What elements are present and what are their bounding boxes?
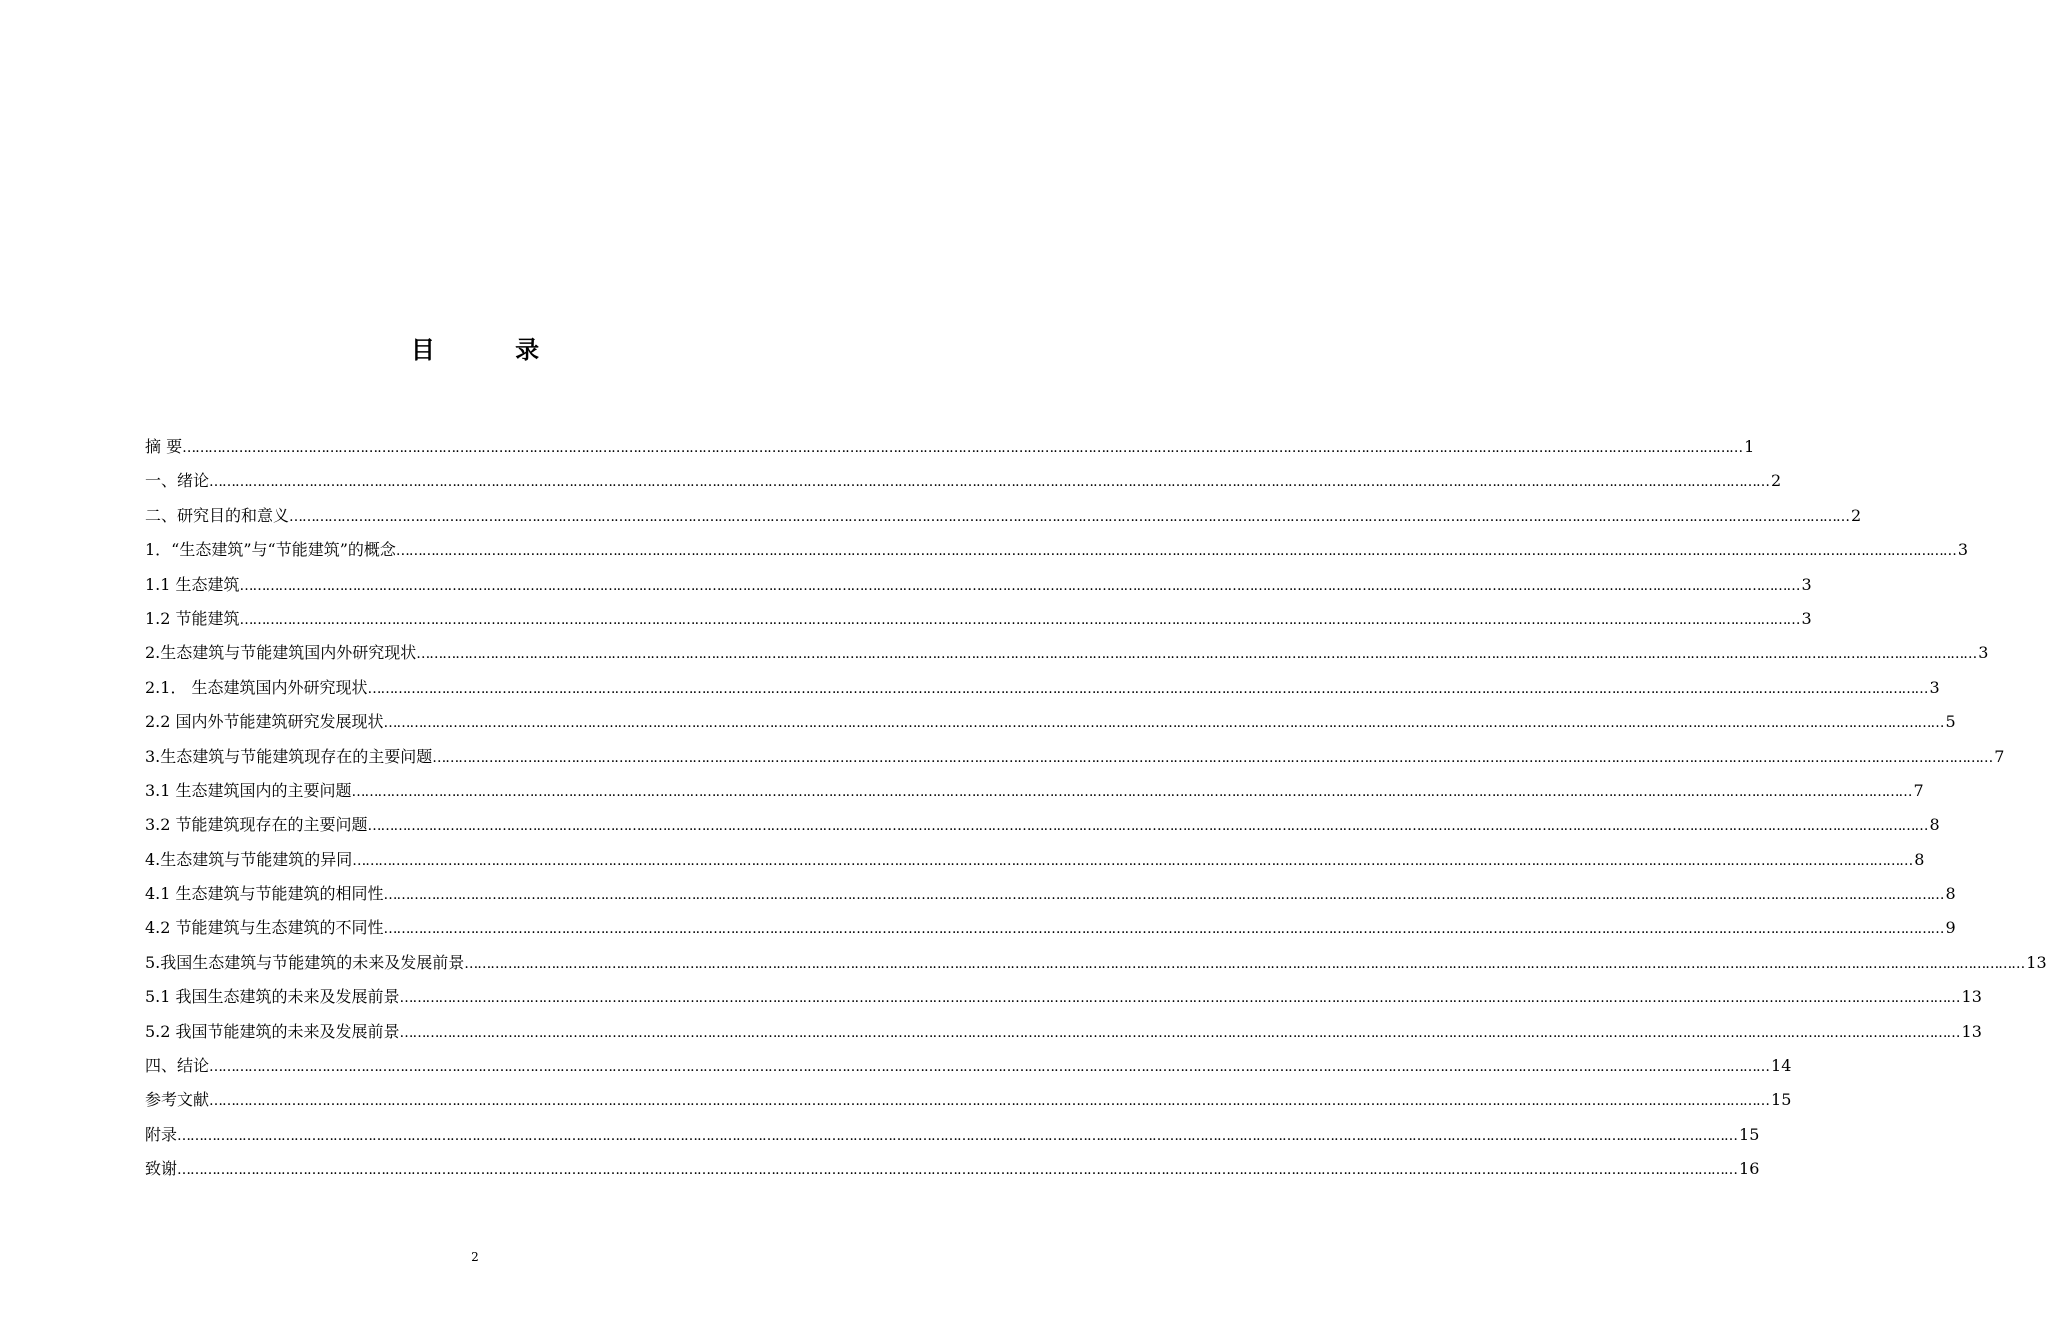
toc-entry-label: 2.2 国内外节能建筑研究发展现状: [145, 712, 384, 732]
toc-entry[interactable]: [145, 843, 1925, 877]
toc-entry-page: 15: [1739, 1124, 1760, 1144]
toc-entry-page: 13: [2026, 952, 2047, 972]
toc-leader-dots: ………………………………………………………………………………………………………………………………………………………………………………………………………………………………………………………………………………………………………………………………: [351, 783, 1912, 800]
toc-entry-page: 5: [1945, 712, 1956, 732]
toc-entry-page: 7: [1994, 746, 2005, 766]
toc-entry[interactable]: [145, 602, 1812, 636]
toc-entry-label: 摘 要: [145, 437, 183, 456]
toc-entry[interactable]: [145, 533, 1969, 567]
toc-leader-dots: ………………………………………………………………………………………………………………………………………………………………………………………………………………………………………………………………………………………………………………………………: [432, 749, 1993, 766]
toc-entry[interactable]: [145, 1049, 1792, 1083]
toc-entry-label: 4.2 节能建筑与生态建筑的不同性: [145, 918, 384, 938]
toc-entry-page: 8: [1914, 849, 1925, 869]
toc-entry-page: 2: [1771, 471, 1782, 491]
toc-leader-dots: ………………………………………………………………………………………………………………………………………………………………………………………………………………………………………………………………………………………………………………………………: [367, 680, 1928, 697]
toc-leader-dots: ………………………………………………………………………………………………………………………………………………………………………………………………………………………………………………………………………………………………………………………………: [367, 818, 1928, 835]
toc-entry[interactable]: [145, 1118, 1760, 1152]
toc-leader-dots: ………………………………………………………………………………………………………………………………………………………………………………………………………………………………………………………………………………………………………………………………: [352, 852, 1913, 869]
toc-leader-dots: ………………………………………………………………………………………………………………………………………………………………………………………………………………………………………………………………………………………………………………………………: [416, 646, 1977, 663]
toc-leader-dots: ………………………………………………………………………………………………………………………………………………………………………………………………………………………………………………………………………………………………………………………………: [209, 474, 1770, 491]
toc-leader-dots: ………………………………………………………………………………………………………………………………………………………………………………………………………………………………………………………………………………………………………………………………: [399, 1024, 1960, 1041]
toc-leader-dots: ………………………………………………………………………………………………………………………………………………………………………………………………………………………………………………………………………………………………………………………………: [177, 1162, 1738, 1179]
toc-entry-page: 16: [1739, 1159, 1760, 1179]
toc-entry-label: 5.2 我国节能建筑的未来及发展前景: [145, 1021, 400, 1041]
toc-entry-label: 2.1． 生态建筑国内外研究现状: [145, 677, 368, 697]
toc-leader-dots: ………………………………………………………………………………………………………………………………………………………………………………………………………………………………………………………………………………………………………………………………: [209, 1093, 1770, 1110]
page-title: 目 录: [410, 336, 576, 364]
toc-leader-dots: ………………………………………………………………………………………………………………………………………………………………………………………………………………………………………………………………………………………………………………………………: [464, 955, 2025, 972]
toc-leader-dots: ………………………………………………………………………………………………………………………………………………………………………………………………………………………………………………………………………………………………………………………………: [182, 440, 1743, 456]
toc-entry[interactable]: [145, 774, 1924, 808]
toc-entry-page: 7: [1913, 780, 1924, 800]
toc-entry-label: 附录: [145, 1124, 178, 1144]
toc-entry-label: 4.生态建筑与节能建筑的异同: [145, 849, 353, 869]
toc-leader-dots: ………………………………………………………………………………………………………………………………………………………………………………………………………………………………………………………………………………………………………………………………: [239, 577, 1800, 594]
toc-entry-page: 13: [1961, 987, 1982, 1007]
toc-leader-dots: ………………………………………………………………………………………………………………………………………………………………………………………………………………………………………………………………………………………………………………………………: [383, 715, 1944, 732]
toc-entry-page: 1: [1744, 437, 1755, 456]
toc-entry-page: 3: [1929, 677, 1940, 697]
toc-entry[interactable]: [145, 568, 1812, 602]
toc-entry[interactable]: [145, 1152, 1760, 1186]
toc-entry-page: 3: [1978, 643, 1989, 663]
toc-leader-dots: ………………………………………………………………………………………………………………………………………………………………………………………………………………………………………………………………………………………………………………………………: [289, 508, 1850, 525]
toc-entry[interactable]: [145, 740, 2005, 774]
toc-entry[interactable]: [145, 980, 1982, 1014]
toc-leader-dots: ………………………………………………………………………………………………………………………………………………………………………………………………………………………………………………………………………………………………………………………………: [395, 543, 1956, 560]
toc-entry[interactable]: [145, 877, 1956, 911]
toc-entry-page: 3: [1801, 608, 1812, 628]
toc-entry[interactable]: [145, 1015, 1982, 1049]
toc-entry-page: 9: [1945, 918, 1956, 938]
toc-entry-label: 4.1 生态建筑与节能建筑的相同性: [145, 884, 384, 904]
toc-entry[interactable]: [145, 911, 1956, 945]
page-number: 2: [471, 1250, 479, 1264]
toc-entry-page: 8: [1945, 884, 1956, 904]
toc-entry-label: 2.生态建筑与节能建筑国内外研究现状: [145, 643, 417, 663]
toc-entry-label: 3.1 生态建筑国内的主要问题: [145, 780, 352, 800]
toc-entry-label: 3.生态建筑与节能建筑现存在的主要问题: [145, 746, 433, 766]
toc-entry-page: 14: [1771, 1056, 1792, 1076]
toc-entry[interactable]: [145, 464, 1782, 498]
toc-entry-label: 5.我国生态建筑与节能建筑的未来及发展前景: [145, 952, 465, 972]
table-of-contents: [145, 430, 2047, 1187]
toc-entry[interactable]: [145, 671, 1940, 705]
toc-entry[interactable]: [145, 808, 1940, 842]
toc-leader-dots: ………………………………………………………………………………………………………………………………………………………………………………………………………………………………………………………………………………………………………………………………: [177, 1127, 1738, 1144]
toc-entry-label: 5.1 我国生态建筑的未来及发展前景: [145, 987, 400, 1007]
toc-entry-page: 13: [1961, 1021, 1982, 1041]
toc-entry[interactable]: [145, 705, 1956, 739]
toc-entry[interactable]: [145, 636, 1989, 670]
toc-leader-dots: ………………………………………………………………………………………………………………………………………………………………………………………………………………………………………………………………………………………………………………………………: [239, 611, 1800, 628]
toc-entry[interactable]: [145, 1083, 1792, 1117]
toc-leader-dots: ………………………………………………………………………………………………………………………………………………………………………………………………………………………………………………………………………………………………………………………………: [209, 1059, 1770, 1076]
toc-leader-dots: ………………………………………………………………………………………………………………………………………………………………………………………………………………………………………………………………………………………………………………………………: [383, 887, 1944, 904]
toc-entry-label: 四、结论: [145, 1056, 210, 1076]
toc-entry-label: 一、绪论: [145, 471, 210, 491]
toc-entry-label: 致谢: [145, 1159, 178, 1179]
toc-entry-label: 3.2 节能建筑现存在的主要问题: [145, 815, 368, 835]
toc-leader-dots: ………………………………………………………………………………………………………………………………………………………………………………………………………………………………………………………………………………………………………………………………: [383, 921, 1944, 938]
toc-leader-dots: ………………………………………………………………………………………………………………………………………………………………………………………………………………………………………………………………………………………………………………………………: [399, 990, 1960, 1007]
toc-entry-page: 3: [1801, 574, 1812, 594]
toc-entry-page: 15: [1771, 1090, 1792, 1110]
toc-entry-label: 1．“生态建筑”与“节能建筑”的概念: [145, 540, 396, 560]
toc-entry-label: 1.1 生态建筑: [145, 574, 240, 594]
toc-entry-page: 2: [1851, 505, 1862, 525]
toc-entry-page: 8: [1929, 815, 1940, 835]
toc-entry-label: 二、研究目的和意义: [145, 505, 290, 525]
toc-entry[interactable]: [145, 499, 1862, 533]
toc-entry[interactable]: [145, 430, 1755, 464]
toc-entry-page: 3: [1957, 540, 1969, 560]
toc-entry-label: 1.2 节能建筑: [145, 608, 240, 628]
toc-entry-label: 参考文献: [145, 1090, 210, 1110]
toc-entry[interactable]: [145, 946, 2047, 980]
